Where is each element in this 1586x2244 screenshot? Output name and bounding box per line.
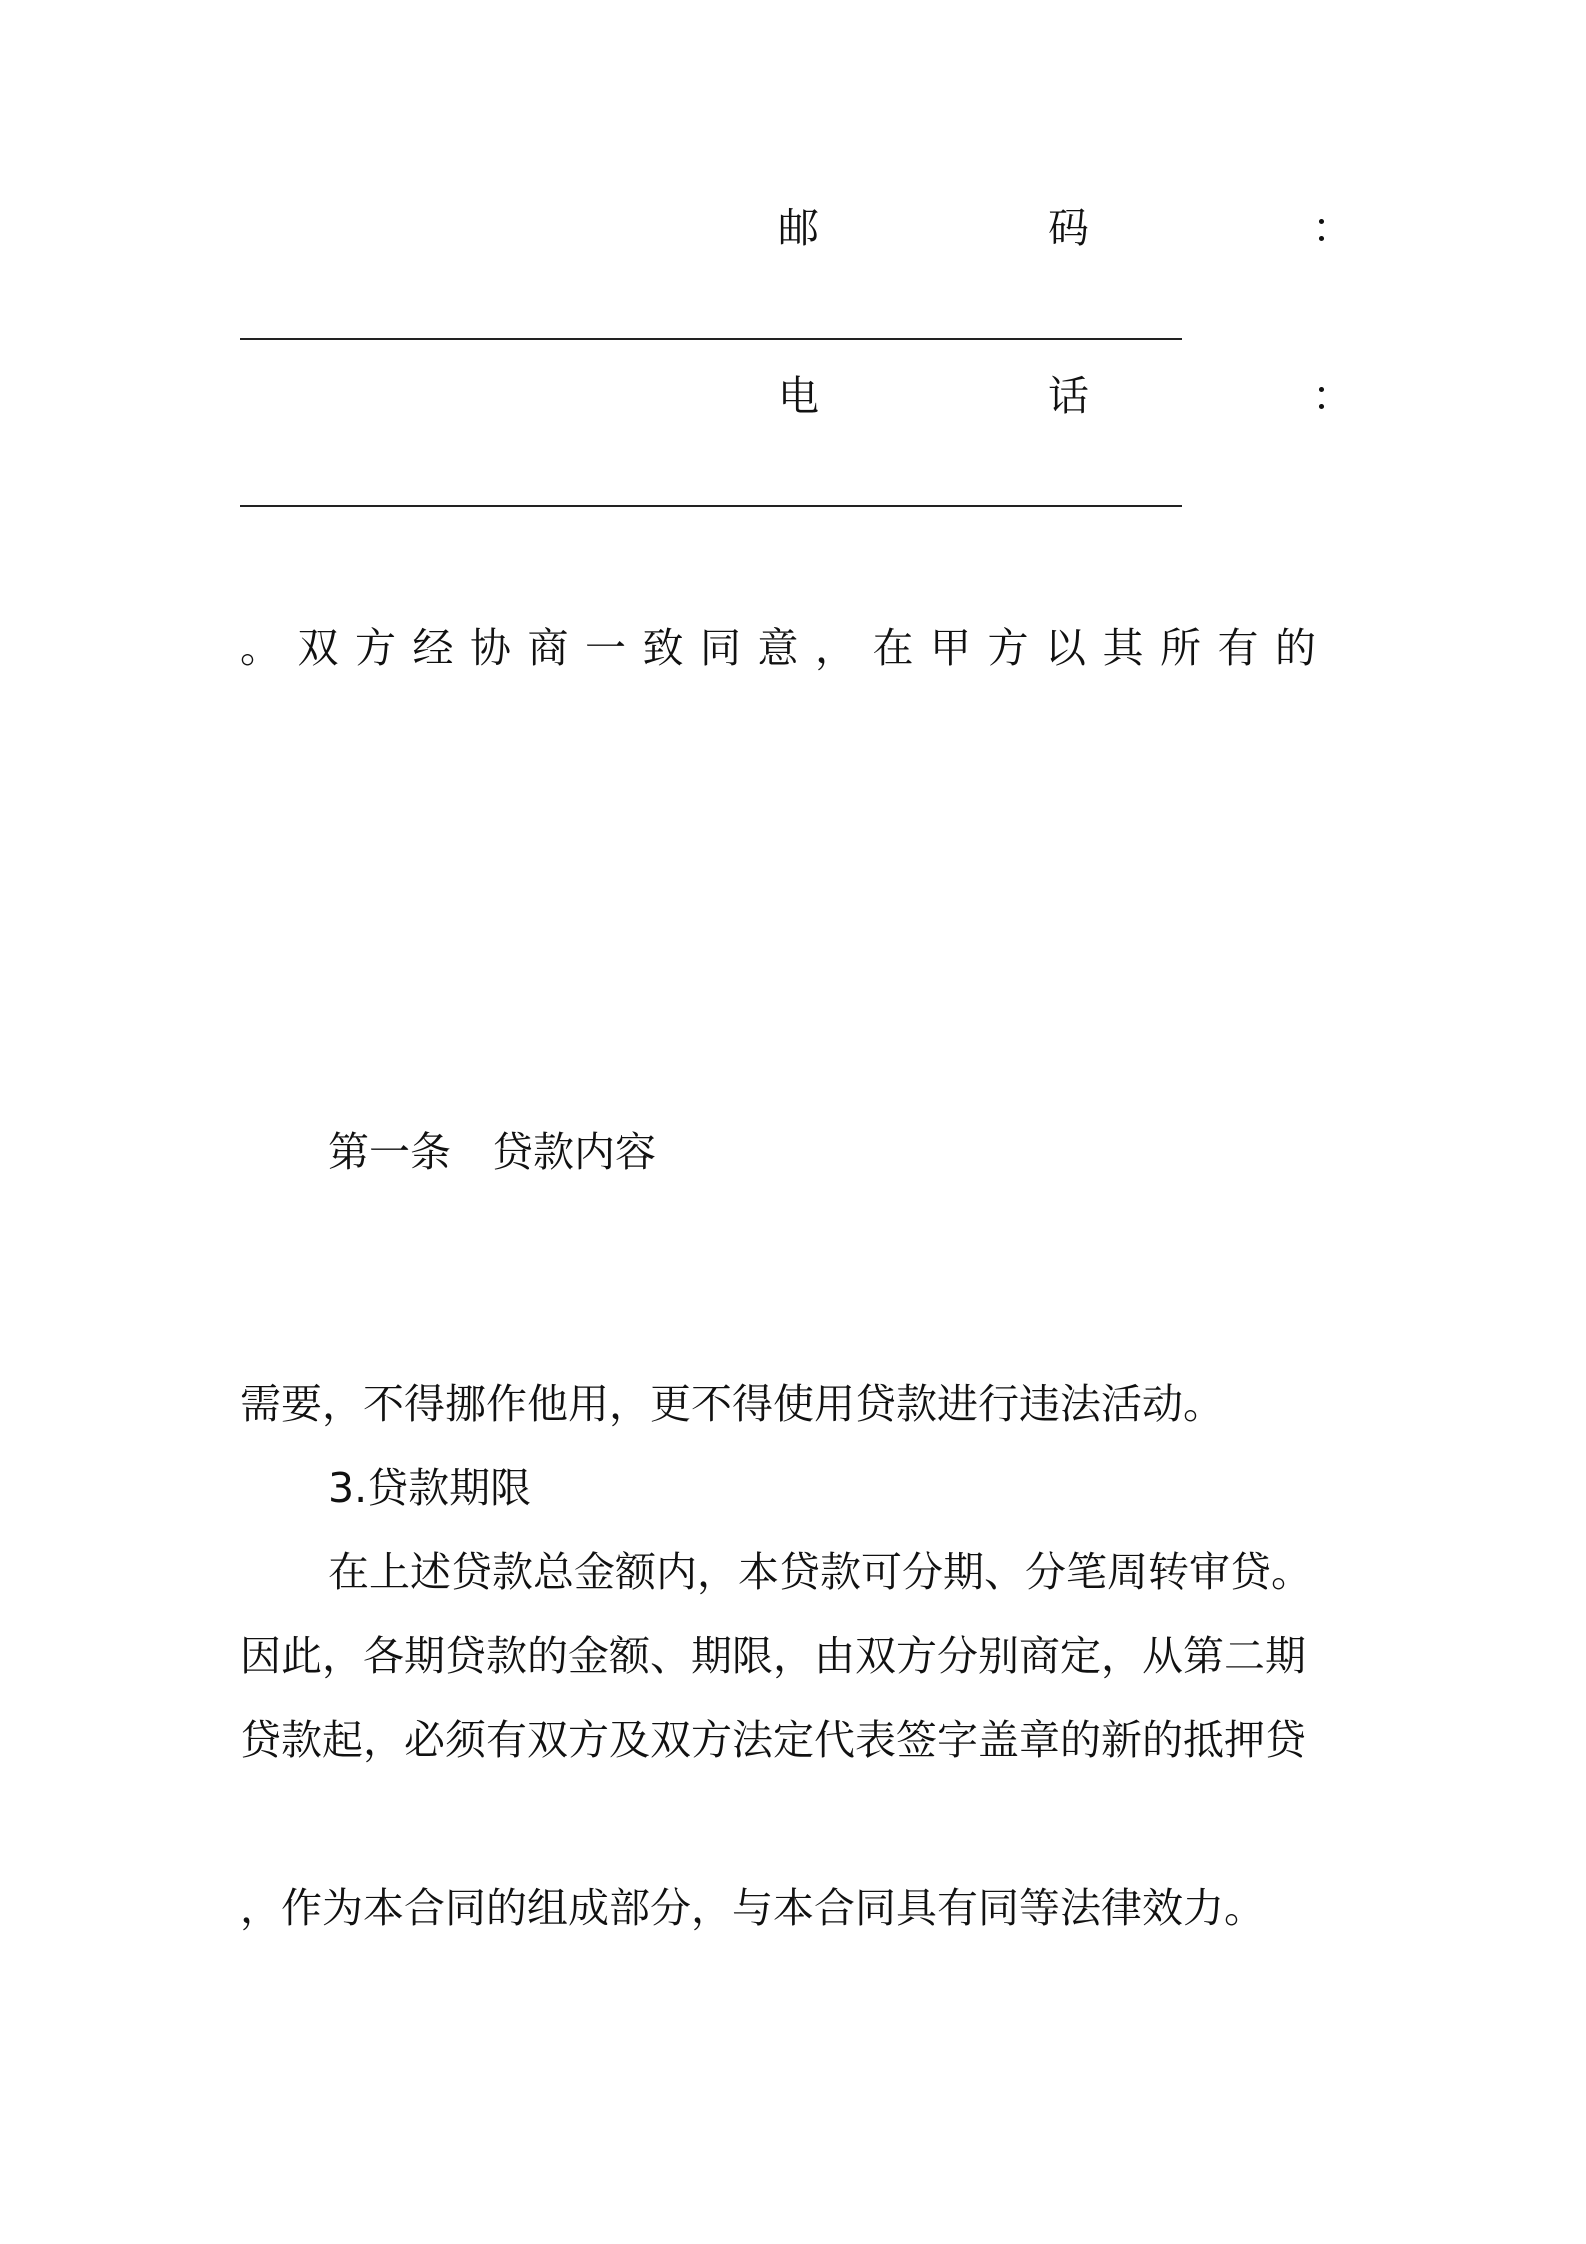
article-1-title: 第一条 贷款内容 [328,1128,656,1176]
preamble-line-6 [240,942,1355,1026]
preamble-line-2 [240,606,1355,690]
preamble-line-7 [240,1026,1355,1110]
loan-purpose-line [240,1278,1443,1362]
loan-term-title: 3.贷款期限 [328,1464,532,1512]
postcode-label-char1: 邮 [778,204,819,252]
postcode-blank [240,338,1182,340]
preamble-line-4 [240,774,1355,858]
phone-blank [240,505,1182,507]
loan-term-paragraph-1: 在上述贷款总金额内，本贷款可分期、分笔周转审贷。 [328,1548,1312,1596]
phone-label-colon: ： [1312,372,1353,420]
preamble-line-3 [240,690,1355,774]
loan-total-amount-line [240,1194,1443,1278]
loan-term-paragraph-4 [240,1782,1355,1866]
preamble-text: 。双方经协商一致同意，在甲方以其所有的 [240,624,1333,672]
postcode-label-char2: 码 [1048,204,1089,252]
phone-label-char1: 电 [778,372,819,420]
loan-purpose-line-2: 需要，不得挪作他用，更不得使用贷款进行违法活动。 [240,1380,1224,1428]
preamble-line-1 [240,522,1443,606]
postcode-label-colon: ： [1312,204,1353,252]
phone-label-char2: 话 [1048,372,1089,420]
loan-term-paragraph-5: ，作为本合同的组成部分，与本合同具有同等法律效力。 [240,1884,1265,1932]
first-period-line [240,1950,1443,2034]
loan-term-paragraph-3: 贷款起，必须有双方及双方法定代表签字盖章的新的抵押贷 [240,1716,1306,1764]
loan-term-paragraph-2: 因此，各期贷款的金额、期限，由双方分别商定，从第二期 [240,1632,1306,1680]
preamble-line-5 [240,858,1355,942]
